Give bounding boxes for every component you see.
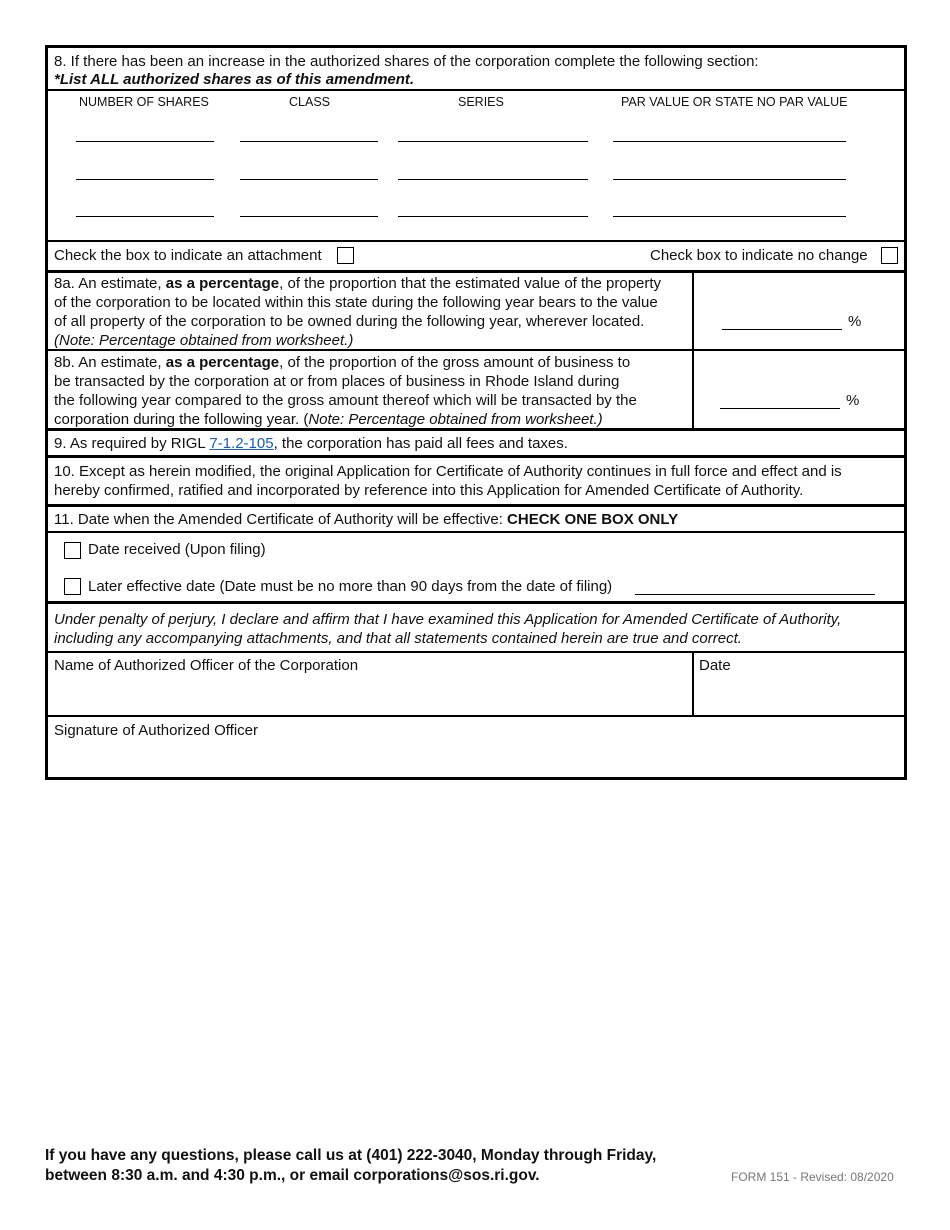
date-received-checkbox[interactable] <box>64 542 81 559</box>
signature-label: Signature of Authorized Officer <box>54 722 259 739</box>
divider <box>48 240 904 242</box>
shares-number-field-1[interactable] <box>76 141 214 142</box>
section8b-line1: 8b. An estimate, as a percentage, of the proportion of the gross amount of business to <box>54 354 631 371</box>
section8a-line3: of all property of the corporation to be owned during the following year, wherever located. <box>54 313 645 330</box>
section8-note: *List ALL authorized shares as of this amendment. <box>54 71 415 88</box>
rigl-link[interactable]: 7-1.2-105 <box>209 435 274 452</box>
section9-text: 9. As required by RIGL 7-1.2-105, the corporation has paid all fees and taxes. <box>54 435 568 452</box>
perjury-line2: including any accompanying attachments, and that all statements contained herein are true and correct. <box>54 630 742 647</box>
perjury-line1: Under penalty of perjury, I declare and affirm that I have examined this Application for Amended Certificate of Authority, <box>54 611 842 628</box>
section10-line1: 10. Except as herein modified, the original Application for Certificate of Authority continues in full force and effect and is <box>54 463 842 480</box>
divider <box>48 270 904 273</box>
divider <box>48 428 904 431</box>
divider <box>48 715 904 717</box>
shares-par-value-field-3[interactable] <box>613 216 846 217</box>
date-received-label: Date received (Upon filing) <box>88 541 266 558</box>
divider <box>48 349 904 351</box>
shares-number-field-2[interactable] <box>76 179 214 180</box>
col-header-par-value: PAR VALUE OR STATE NO PAR VALUE <box>621 95 848 109</box>
signature-field[interactable] <box>54 742 894 774</box>
column-divider <box>692 651 694 716</box>
later-effective-date-label: Later effective date (Date must be no more than 90 days from the date of filing) <box>88 578 613 595</box>
later-effective-date-field[interactable] <box>635 594 875 595</box>
col-header-series: SERIES <box>458 95 504 109</box>
shares-series-field-3[interactable] <box>398 216 588 217</box>
section8b-percent-sign: % <box>846 392 860 409</box>
date-field[interactable] <box>699 676 897 712</box>
section8a-percent-sign: % <box>848 313 862 330</box>
attachment-checkbox[interactable] <box>337 247 354 264</box>
section8b-percentage-field[interactable] <box>720 408 840 409</box>
divider <box>48 651 904 653</box>
form-revision: FORM 151 - Revised: 08/2020 <box>731 1170 894 1184</box>
section8a-line1: 8a. An estimate, as a percentage, of the proportion that the estimated value of the property <box>54 275 662 292</box>
divider <box>48 455 904 458</box>
contact-info <box>45 1146 656 1186</box>
contact-line2: between 8:30 a.m. and 4:30 p.m., or email corporations@sos.ri.gov. <box>45 1167 540 1184</box>
later-effective-date-checkbox[interactable] <box>64 578 81 595</box>
section8a-percentage-field[interactable] <box>722 329 842 330</box>
officer-name-field[interactable] <box>54 676 684 712</box>
date-label: Date <box>699 657 731 674</box>
shares-class-field-1[interactable] <box>240 141 378 142</box>
shares-par-value-field-1[interactable] <box>613 141 846 142</box>
form-page-2 <box>45 45 907 780</box>
no-change-label: Check box to indicate no change <box>650 247 868 264</box>
col-header-number-of-shares: NUMBER OF SHARES <box>79 95 209 109</box>
divider <box>48 531 904 533</box>
section10-line2: hereby confirmed, ratified and incorporated by reference into this Application for Amended Certificate of Authority. <box>54 482 804 499</box>
divider <box>48 601 904 604</box>
attachment-label: Check the box to indicate an attachment <box>54 247 322 264</box>
section11-heading: 11. Date when the Amended Certificate of Authority will be effective: CHECK ONE BOX ONLY <box>54 511 679 528</box>
col-header-class: CLASS <box>289 95 330 109</box>
shares-series-field-2[interactable] <box>398 179 588 180</box>
shares-number-field-3[interactable] <box>76 216 214 217</box>
section8b-line3: the following year compared to the gross amount thereof which will be transacted by the <box>54 392 637 409</box>
section8b-line4: corporation during the following year. (Note: Percentage obtained from worksheet.) <box>54 411 603 428</box>
shares-par-value-field-2[interactable] <box>613 179 846 180</box>
section8a-line2: of the corporation to be located within this state during the following year bears to the value <box>54 294 658 311</box>
section8b-line2: be transacted by the corporation at or from places of business in Rhode Island during <box>54 373 620 390</box>
section8a-note: (Note: Percentage obtained from worksheet.) <box>54 332 354 349</box>
divider <box>48 89 904 91</box>
shares-class-field-3[interactable] <box>240 216 378 217</box>
no-change-checkbox[interactable] <box>881 247 898 264</box>
officer-name-label: Name of Authorized Officer of the Corporation <box>54 657 359 674</box>
shares-series-field-1[interactable] <box>398 141 588 142</box>
shares-class-field-2[interactable] <box>240 179 378 180</box>
divider <box>48 504 904 507</box>
contact-line1: If you have any questions, please call us at (401) 222-3040, Monday through Friday, <box>45 1147 657 1164</box>
section8-instruction: 8. If there has been an increase in the authorized shares of the corporation complete the following section: <box>54 53 759 70</box>
